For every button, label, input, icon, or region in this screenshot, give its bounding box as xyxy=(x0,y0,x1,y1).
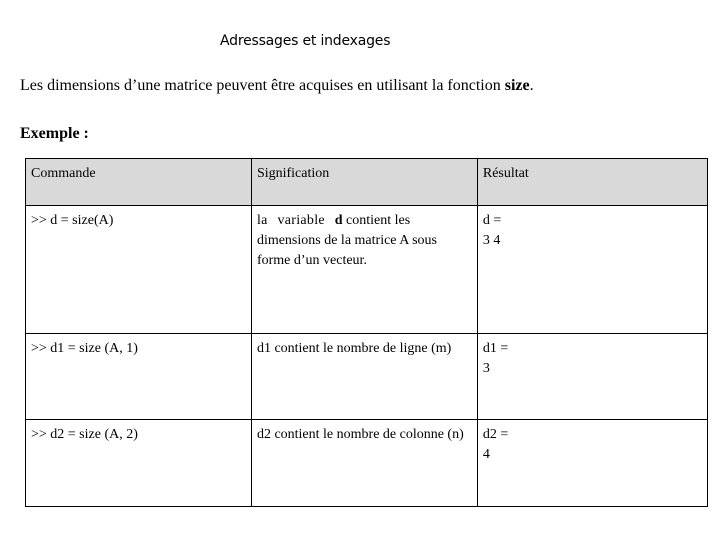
result-value: 4 xyxy=(482,447,490,462)
page-title: Adressages et indexages xyxy=(220,33,391,49)
meaning-cell: d2 contient le nombre de colonne (n) xyxy=(251,420,477,507)
command-cell: >> d2 = size (A, 2) xyxy=(26,420,252,507)
result-label: d2 = xyxy=(482,427,509,442)
result-label: d = xyxy=(482,213,502,228)
intro-suffix: . xyxy=(529,77,534,94)
meaning-text: la variable xyxy=(256,213,335,228)
result-cell xyxy=(477,420,707,507)
result-value: 3 4 xyxy=(482,233,501,248)
result-value: 3 xyxy=(482,361,490,376)
result-cell xyxy=(477,206,707,334)
table-header-row xyxy=(26,159,708,206)
meaning-cell: d1 contient le nombre de ligne (m) xyxy=(251,334,477,420)
result-label: d1 = xyxy=(482,341,509,356)
table-row xyxy=(26,206,708,334)
table-row xyxy=(26,334,708,420)
meaning-cell xyxy=(251,206,477,334)
intro-text: Les dimensions d’une matrice peuvent être acquises en utilisant la fonction xyxy=(20,77,505,94)
result-cell xyxy=(477,334,707,420)
header-resultat: Résultat xyxy=(477,159,707,206)
header-signification: Signification xyxy=(251,159,477,206)
intro-paragraph xyxy=(20,77,534,95)
example-label: Exemple : xyxy=(20,125,89,142)
meaning-variable: d xyxy=(334,213,343,228)
command-cell: >> d = size(A) xyxy=(26,206,252,334)
intro-keyword: size xyxy=(504,77,530,94)
header-commande: Commande xyxy=(26,159,252,206)
command-cell: >> d1 = size (A, 1) xyxy=(26,334,252,420)
table-row xyxy=(26,420,708,507)
command-table xyxy=(25,158,708,507)
meaning-text-rest: contient les dimensions de la matrice A sous forme d’un vecteur. xyxy=(256,213,437,268)
